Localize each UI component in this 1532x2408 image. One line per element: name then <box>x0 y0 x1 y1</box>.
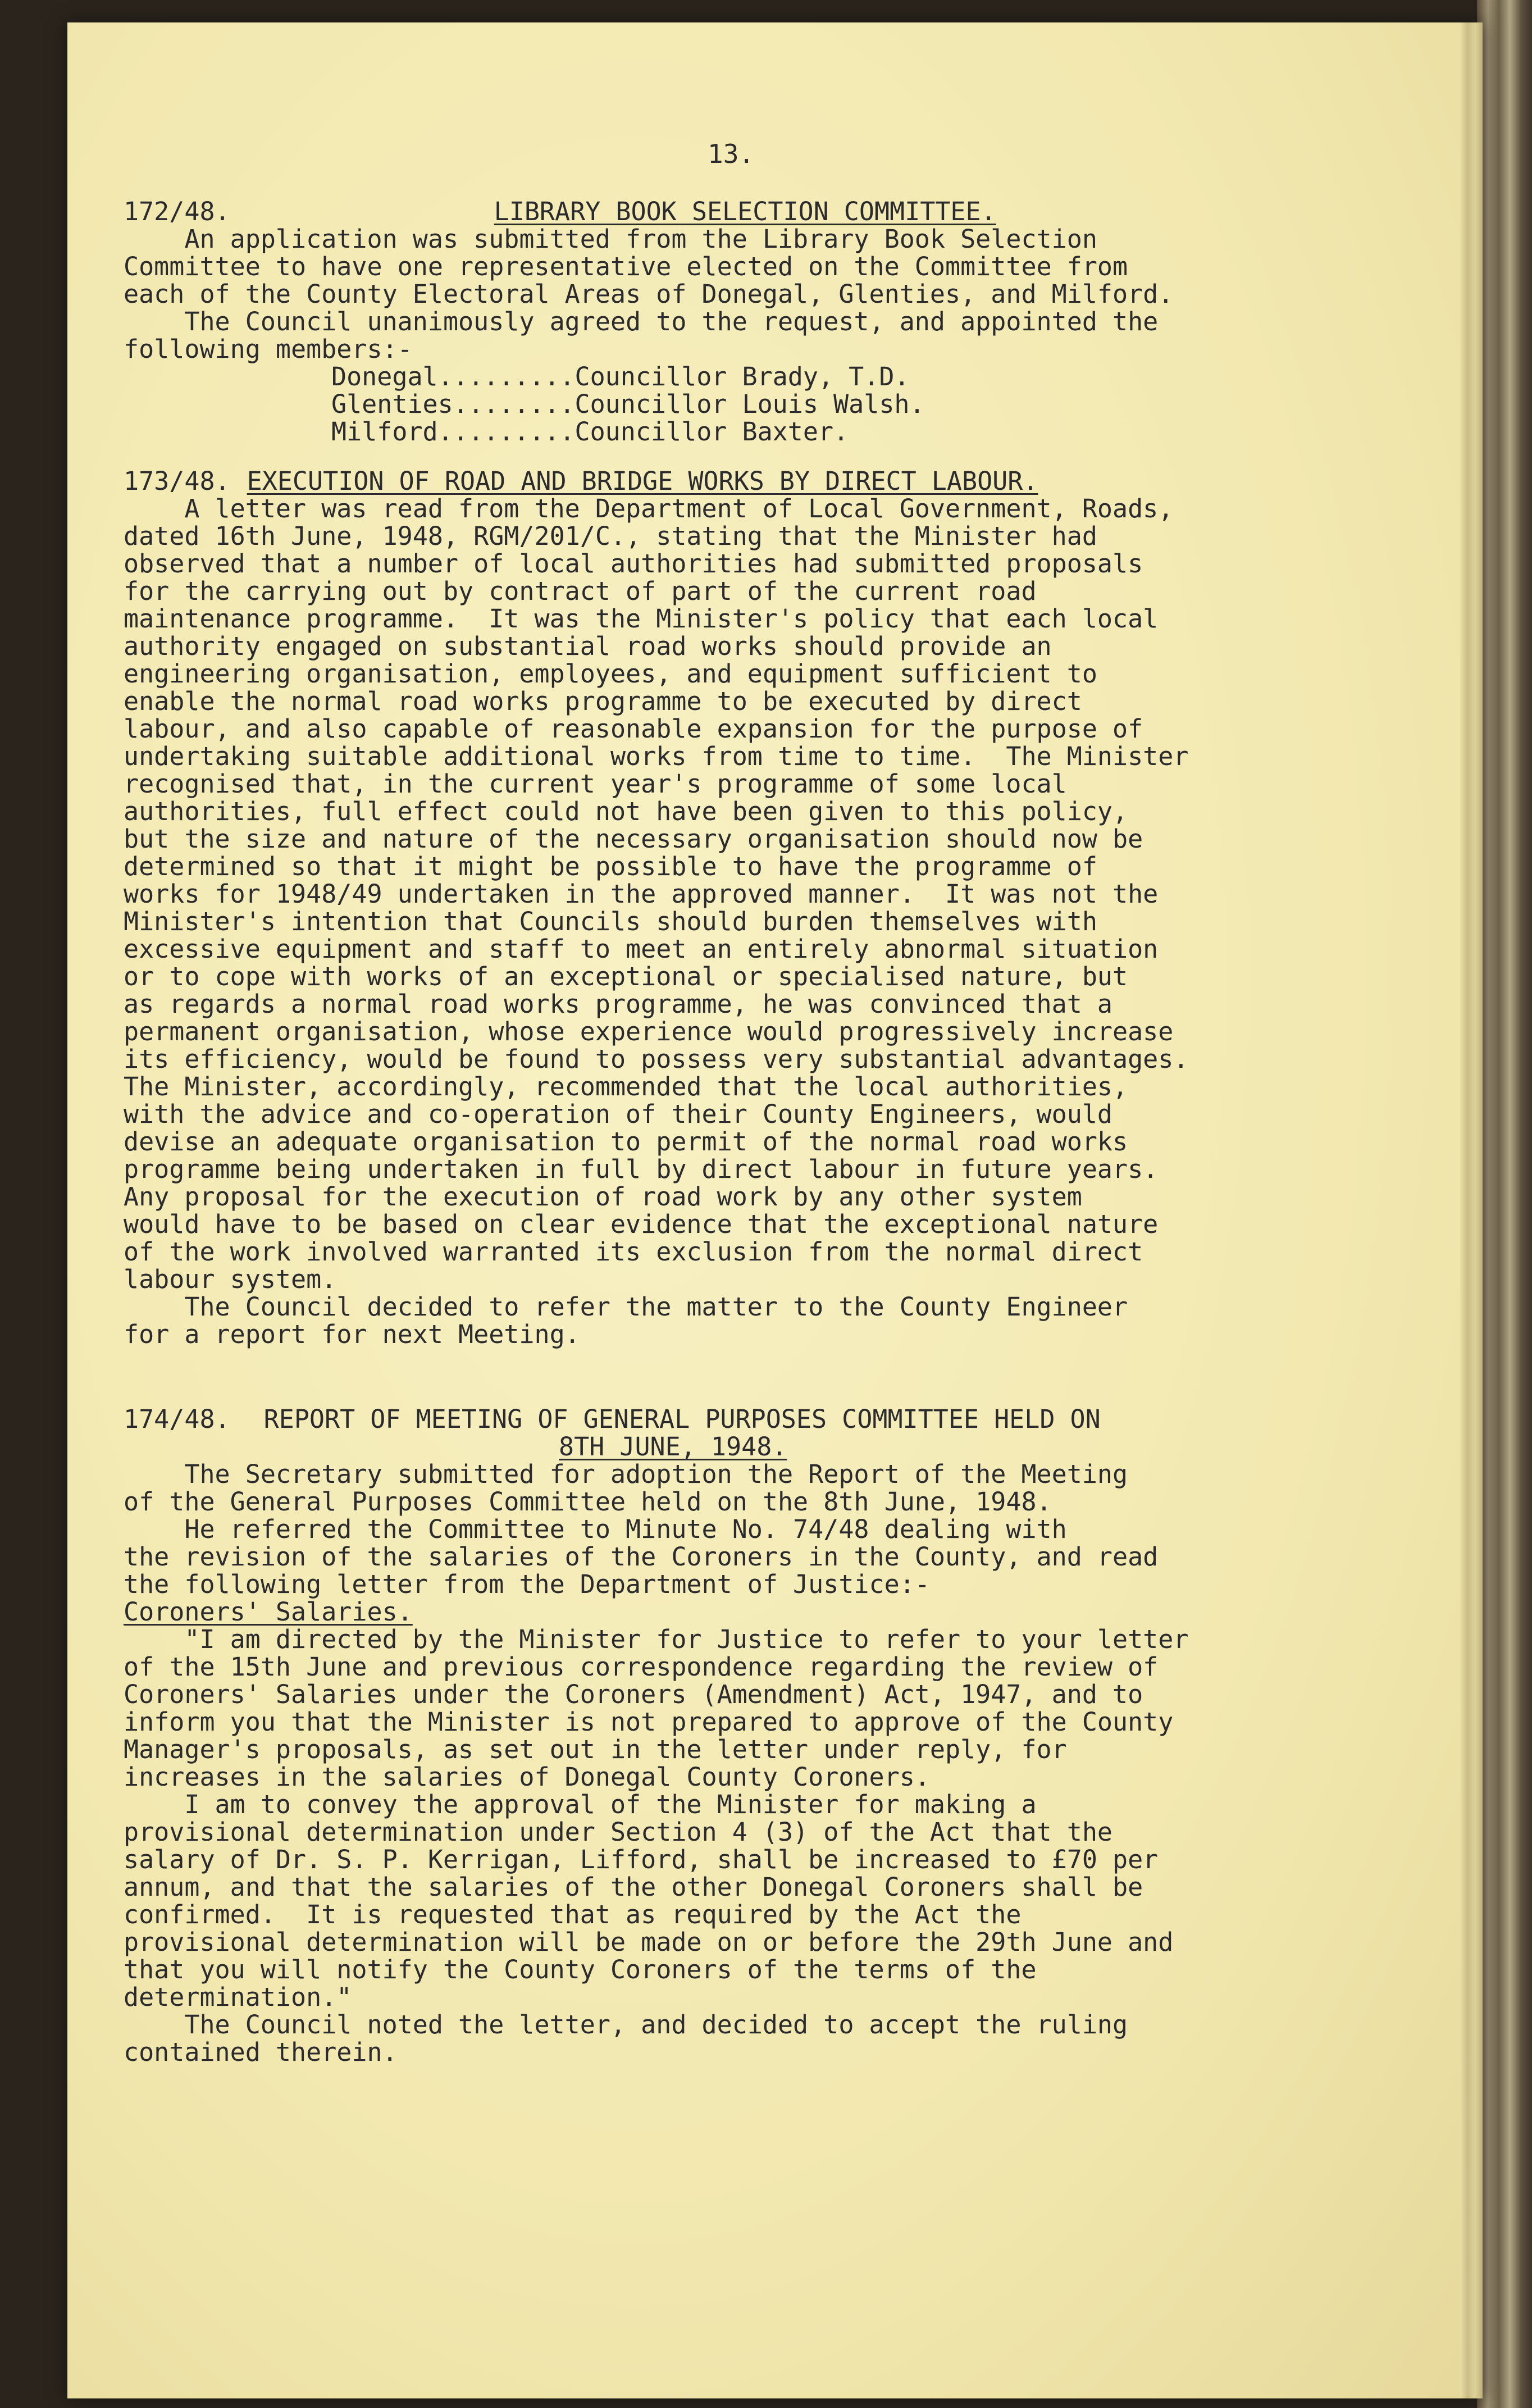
body-line: Minister's intention that Councils should burden themselves with <box>124 907 1097 936</box>
letter-line: Coroners' Salaries under the Coroners (Amendment) Act, 1947, and to <box>124 1679 1143 1709</box>
body-line: determined so that it might be possible to have the programme of <box>124 852 1097 881</box>
letter-line: salary of Dr. S. P. Kerrigan, Lifford, shall be increased to £70 per <box>124 1845 1159 1874</box>
subheading-row <box>124 1598 1460 1626</box>
body-line: An application was submitted from the Library Book Selection <box>124 224 1097 254</box>
body-line: engineering organisation, employees, and equipment sufficient to <box>124 659 1097 689</box>
letter-line: confirmed. It is requested that as required by the Act the <box>124 1900 1022 1929</box>
letter-line: that you will notify the County Coroners of the terms of the <box>124 1955 1037 1984</box>
body-line: observed that a number of local authorities had submitted proposals <box>124 549 1143 579</box>
body-line: The Council decided to refer the matter to the County Engineer <box>124 1292 1128 1322</box>
body-line: the following letter from the Department of Justice:- <box>124 1569 930 1599</box>
body-line: labour, and also capable of reasonable expansion for the purpose of <box>124 714 1143 744</box>
body-line: as regards a normal road works programme, he was convinced that a <box>124 989 1112 1019</box>
minute-number: 174/48. <box>124 1404 230 1434</box>
body-line: programme being undertaken in full by direct labour in future years. <box>124 1154 1159 1184</box>
minute-body <box>124 1460 1460 1598</box>
body-line: or to cope with works of an exceptional or specialised nature, but <box>124 962 1128 991</box>
minute-body <box>124 225 1460 363</box>
body-line: recognised that, in the current year's programme of some local <box>124 769 1067 799</box>
body-line: excessive equipment and staff to meet an entirely abnormal situation <box>124 934 1159 964</box>
minute-title: REPORT OF MEETING OF GENERAL PURPOSES COMMITTEE HELD ON <box>263 1404 1101 1434</box>
minute-title: LIBRARY BOOK SELECTION COMMITTEE. <box>494 197 996 226</box>
letter-line: Manager's proposals, as set out in the letter under reply, for <box>124 1735 1067 1764</box>
letter-line: annum, and that the salaries of the other Donegal Coroners shall be <box>124 1872 1143 1902</box>
member-item: Glenties........Councillor Louis Walsh. <box>331 389 925 419</box>
book-binding <box>1477 0 1532 2408</box>
member-list <box>124 363 1460 445</box>
letter-line: I am to convey the approval of the Minister for making a <box>124 1790 1037 1819</box>
body-line: for the carrying out by contract of part of the current road <box>124 576 1037 606</box>
body-line: with the advice and co-operation of their County Engineers, would <box>124 1099 1112 1129</box>
body-line: works for 1948/49 undertaken in the approved manner. It was not the <box>124 879 1159 909</box>
body-line: the revision of the salaries of the Coroners in the County, and read <box>124 1542 1159 1572</box>
body-line: Committee to have one representative elected on the Committee from <box>124 252 1128 281</box>
letter-line: The Council noted the letter, and decided to accept the ruling <box>124 2010 1128 2040</box>
minute-174-48 <box>124 1405 1460 2066</box>
letter-line: of the 15th June and previous correspondence regarding the review of <box>124 1652 1159 1682</box>
minute-number: 173/48. <box>124 466 230 496</box>
body-line: The Secretary submitted for adoption the Report of the Meeting <box>124 1459 1128 1489</box>
body-line: devise an adequate organisation to permit of the normal road works <box>124 1127 1128 1157</box>
body-line: of the work involved warranted its exclusion from the normal direct <box>124 1237 1143 1267</box>
member-item: Milford.........Councillor Baxter. <box>331 417 849 447</box>
minute-body <box>124 495 1460 1348</box>
body-line: its efficiency, would be found to possess very substantial advantages. <box>124 1044 1189 1074</box>
letter-line: "I am directed by the Minister for Justice to refer to your letter <box>124 1624 1189 1654</box>
page-number: 13. <box>708 139 755 169</box>
minute-heading <box>124 1405 1460 1433</box>
minute-title-date: 8TH JUNE, 1948. <box>559 1432 787 1462</box>
minute-173-48 <box>124 467 1460 1348</box>
scanned-page <box>67 22 1483 2398</box>
minute-heading <box>124 467 1460 495</box>
body-line: would have to be based on clear evidence that the exceptional nature <box>124 1209 1159 1239</box>
body-line: each of the County Electoral Areas of Donegal, Glenties, and Milford. <box>124 279 1174 309</box>
member-item: Donegal.........Councillor Brady, T.D. <box>331 362 910 392</box>
letter-line: provisional determination under Section 4 (3) of the Act that the <box>124 1817 1112 1847</box>
minute-heading <box>124 198 1460 225</box>
body-line: authority engaged on substantial road works should provide an <box>124 631 1052 661</box>
body-line: Any proposal for the execution of road work by any other system <box>124 1182 1082 1212</box>
letter-line: increases in the salaries of Donegal County Coroners. <box>124 1762 930 1792</box>
body-line: for a report for next Meeting. <box>124 1319 580 1349</box>
body-line: undertaking suitable additional works from time to time. The Minister <box>124 741 1189 771</box>
body-line: The Minister, accordingly, recommended that the local authorities, <box>124 1072 1128 1101</box>
minute-title: EXECUTION OF ROAD AND BRIDGE WORKS BY DIRECT LABOUR. <box>247 466 1038 496</box>
body-line: but the size and nature of the necessary organisation should now be <box>124 824 1143 854</box>
minute-number: 172/48. <box>124 197 230 226</box>
body-line: enable the normal road works programme to be executed by direct <box>124 686 1082 716</box>
body-line: maintenance programme. It was the Minister's policy that each local <box>124 604 1159 634</box>
body-line: A letter was read from the Department of Local Government, Roads, <box>124 494 1174 524</box>
body-line: permanent organisation, whose experience would progressively increase <box>124 1017 1174 1046</box>
body-line: dated 16th June, 1948, RGM/201/C., stating that the Minister had <box>124 521 1097 551</box>
letter-line: inform you that the Minister is not prepared to approve of the County <box>124 1707 1174 1737</box>
body-line: The Council unanimously agreed to the request, and appointed the <box>124 307 1159 336</box>
page-edge <box>1460 22 1483 2398</box>
body-line: following members:- <box>124 334 413 364</box>
body-line: He referred the Committee to Minute No. 74/48 dealing with <box>124 1514 1067 1544</box>
letter-line: contained therein. <box>124 2037 398 2067</box>
minute-heading-line-2 <box>124 1433 1460 1460</box>
body-line: of the General Purposes Committee held on the 8th June, 1948. <box>124 1487 1052 1517</box>
letter-line: determination." <box>124 1982 352 2012</box>
subheading-coroners-salaries: Coroners' Salaries. <box>124 1597 413 1627</box>
letter-line: provisional determination will be made on or before the 29th June and <box>124 1927 1174 1957</box>
body-line: labour system. <box>124 1264 337 1294</box>
body-line: authorities, full effect could not have been given to this policy, <box>124 796 1128 826</box>
letter-body <box>124 1626 1460 2066</box>
minute-172-48 <box>124 198 1460 445</box>
